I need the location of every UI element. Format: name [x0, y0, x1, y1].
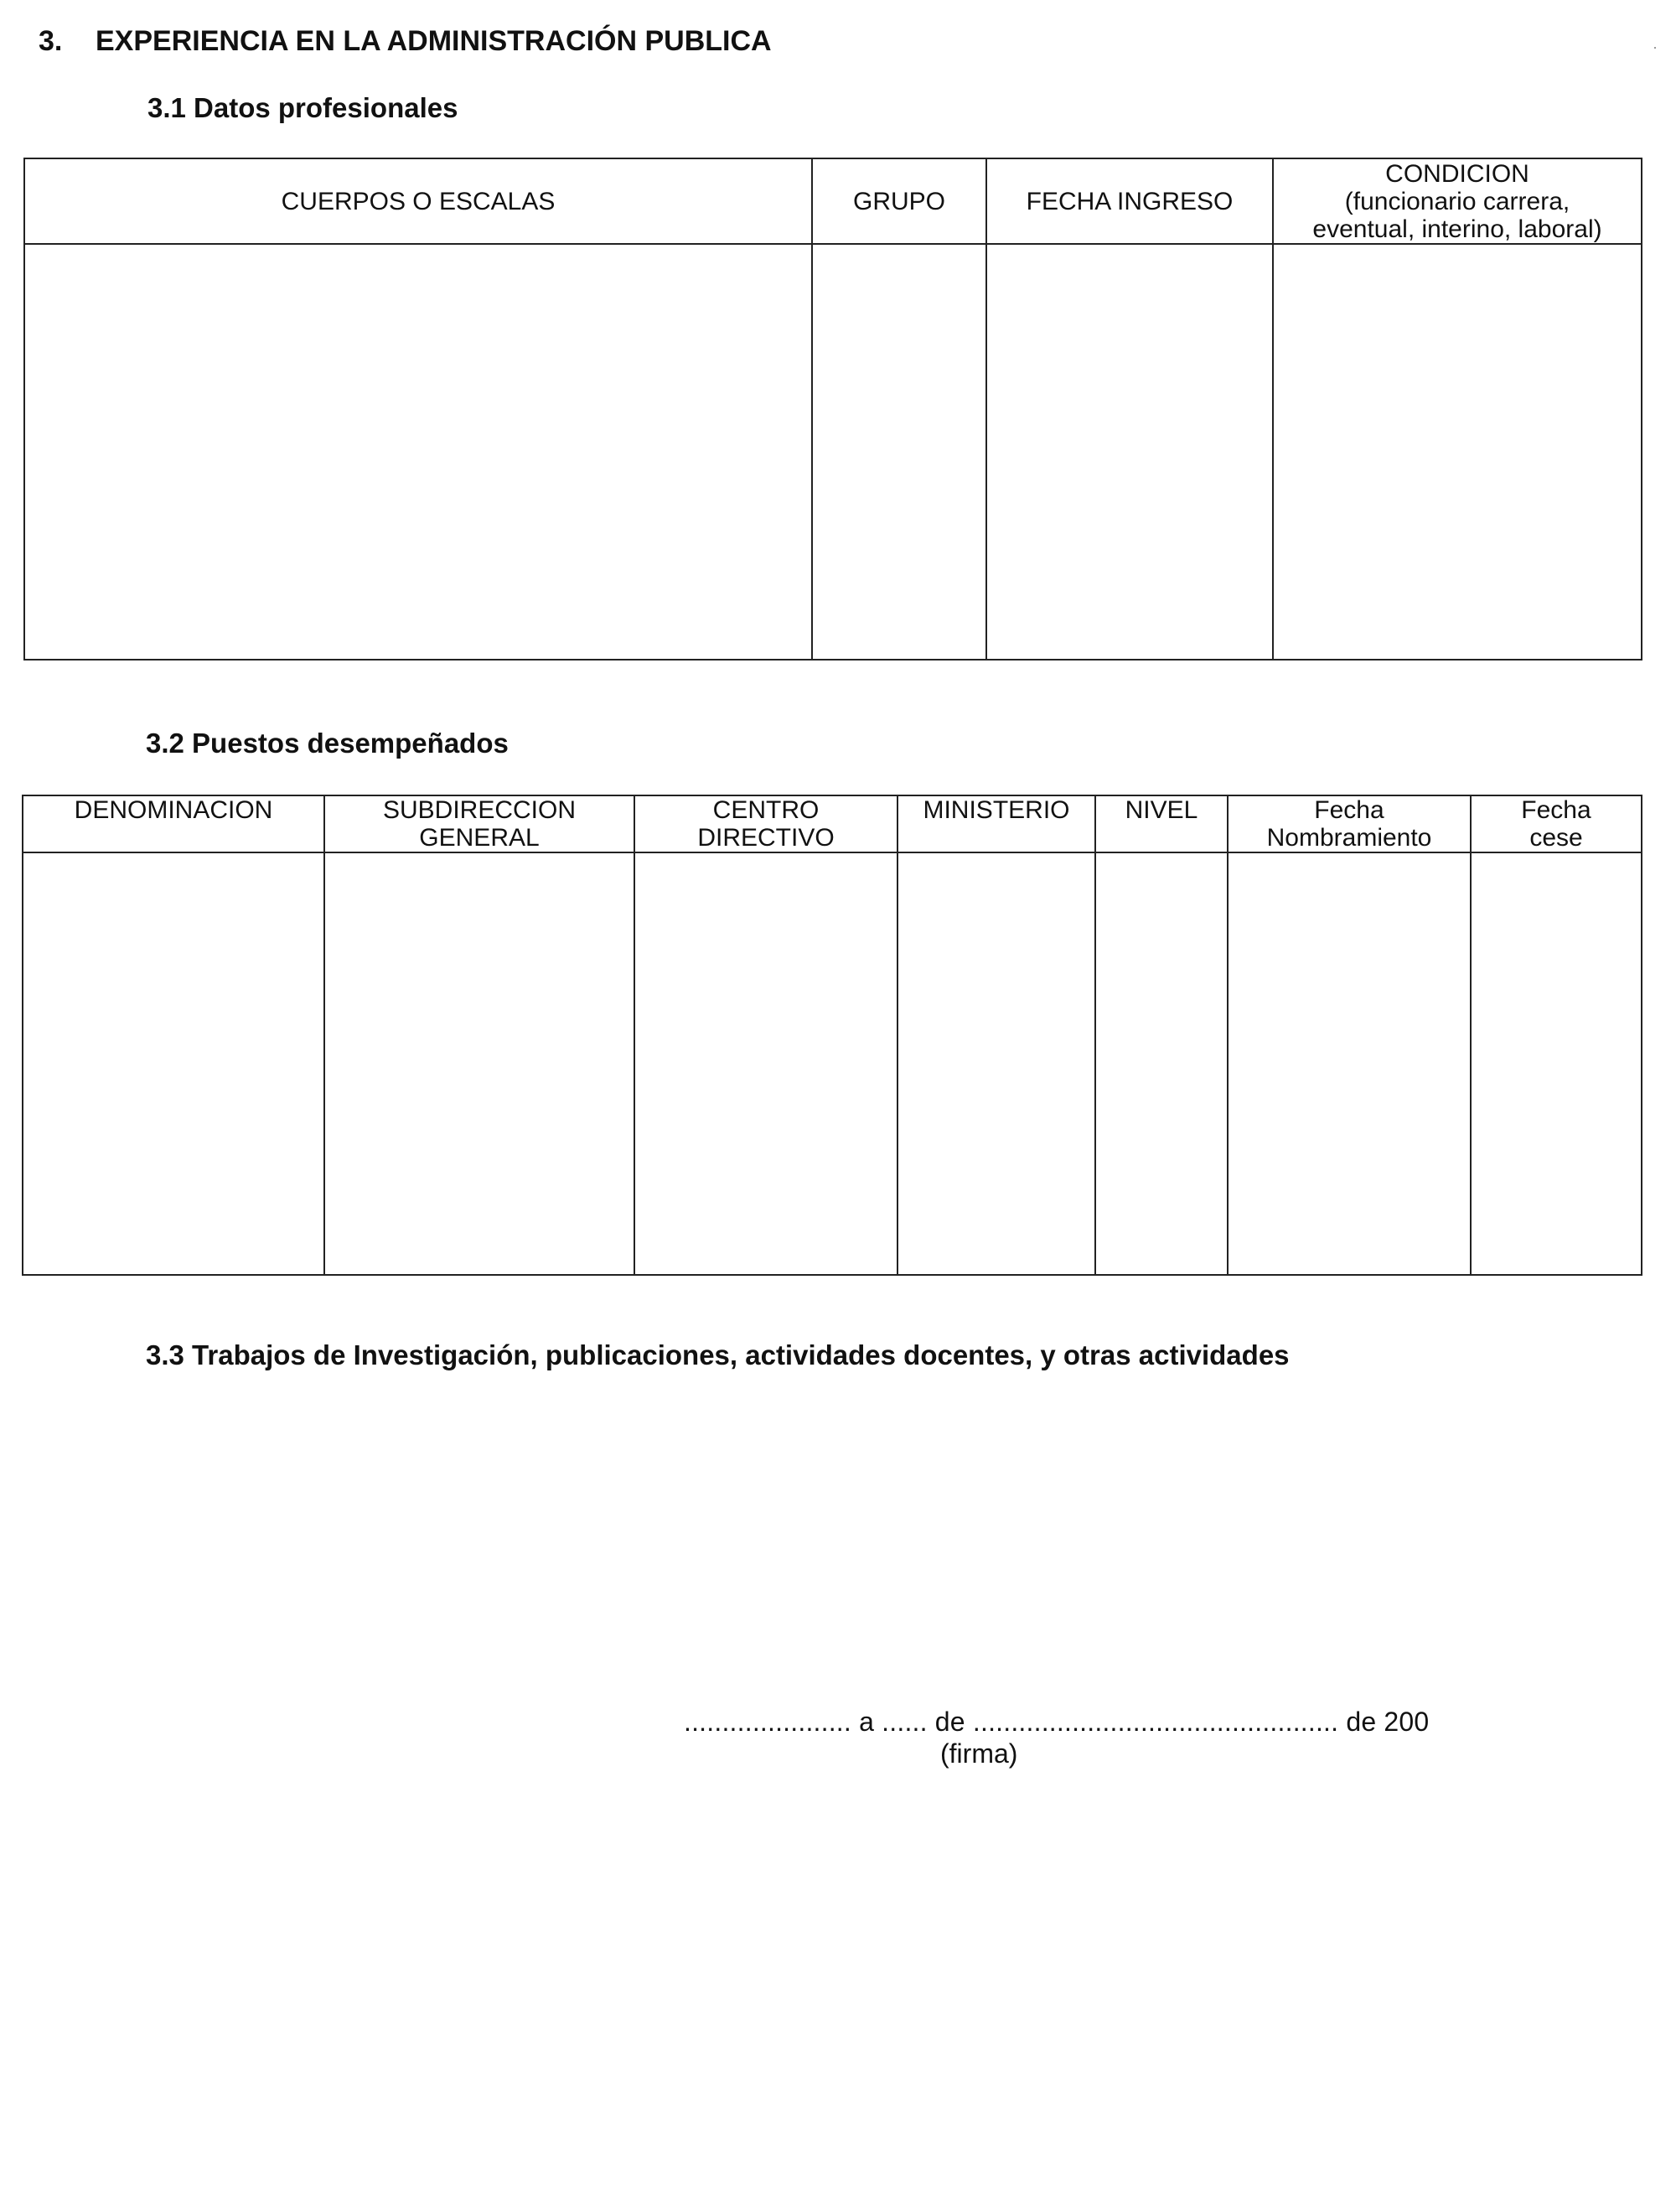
puestos-title: 3.2 Puestos desempeñados — [146, 728, 509, 759]
signature-label: (firma) — [940, 1738, 1018, 1769]
header-centro-line2: DIRECTIVO — [697, 824, 835, 852]
cell-fecha-ingreso[interactable] — [986, 244, 1273, 660]
header-fecha-cese — [1471, 795, 1642, 852]
header-subdireccion — [324, 795, 634, 852]
header-denominacion: DENOMINACION — [23, 795, 324, 852]
datos-profesionales-table — [23, 158, 1642, 660]
header-condicion-line2: (funcionario carrera, — [1344, 187, 1570, 215]
header-nivel: NIVEL — [1095, 795, 1228, 852]
header-fecha-ingreso: FECHA INGRESO — [986, 158, 1273, 244]
section-number: 3. — [39, 25, 63, 57]
scan-speck — [1654, 47, 1656, 49]
cell-condicion[interactable] — [1273, 244, 1642, 660]
header-condicion — [1273, 158, 1642, 244]
header-subdireccion-line1: SUBDIRECCION — [382, 796, 577, 824]
section-title — [39, 25, 772, 58]
section-title-text: EXPERIENCIA EN LA ADMINISTRACIÓN PUBLICA — [96, 25, 772, 57]
header-cese-line2: cese — [1529, 824, 1583, 852]
header-fecha-nombramiento — [1228, 795, 1471, 852]
header-condicion-line1: CONDICION — [1385, 159, 1529, 188]
header-nombramiento-line1: Fecha — [1314, 796, 1384, 824]
header-condicion-line3: eventual, interino, laboral) — [1312, 215, 1602, 243]
cell-ministerio[interactable] — [897, 852, 1095, 1275]
header-nombramiento-line2: Nombramiento — [1266, 824, 1432, 852]
header-subdireccion-line2: GENERAL — [419, 824, 540, 852]
header-cuerpos-escalas: CUERPOS O ESCALAS — [24, 158, 812, 244]
table-row — [23, 852, 1642, 1275]
cell-centro-directivo[interactable] — [634, 852, 897, 1275]
cell-nivel[interactable] — [1095, 852, 1228, 1275]
header-centro-line1: CENTRO — [712, 796, 820, 824]
table-row — [24, 244, 1642, 660]
table-header-row — [23, 795, 1642, 852]
cell-subdireccion[interactable] — [324, 852, 634, 1275]
cell-fecha-nombramiento[interactable] — [1228, 852, 1471, 1275]
header-grupo: GRUPO — [812, 158, 986, 244]
cell-denominacion[interactable] — [23, 852, 324, 1275]
cell-fecha-cese[interactable] — [1471, 852, 1642, 1275]
table-header-row — [24, 158, 1642, 244]
trabajos-title: 3.3 Trabajos de Investigación, publicaciones, actividades docentes, y otras actividades — [146, 1339, 1290, 1370]
header-ministerio: MINISTERIO — [897, 795, 1095, 852]
signature-date-line: ...................... a ...... de ................................................ de 200 — [684, 1707, 1430, 1737]
header-cese-line1: Fecha — [1521, 796, 1591, 824]
datos-profesionales-title: 3.1 Datos profesionales — [147, 92, 458, 123]
puestos-table — [22, 795, 1642, 1276]
cell-grupo[interactable] — [812, 244, 986, 660]
cell-cuerpos-escalas[interactable] — [24, 244, 812, 660]
header-centro-directivo — [634, 795, 897, 852]
